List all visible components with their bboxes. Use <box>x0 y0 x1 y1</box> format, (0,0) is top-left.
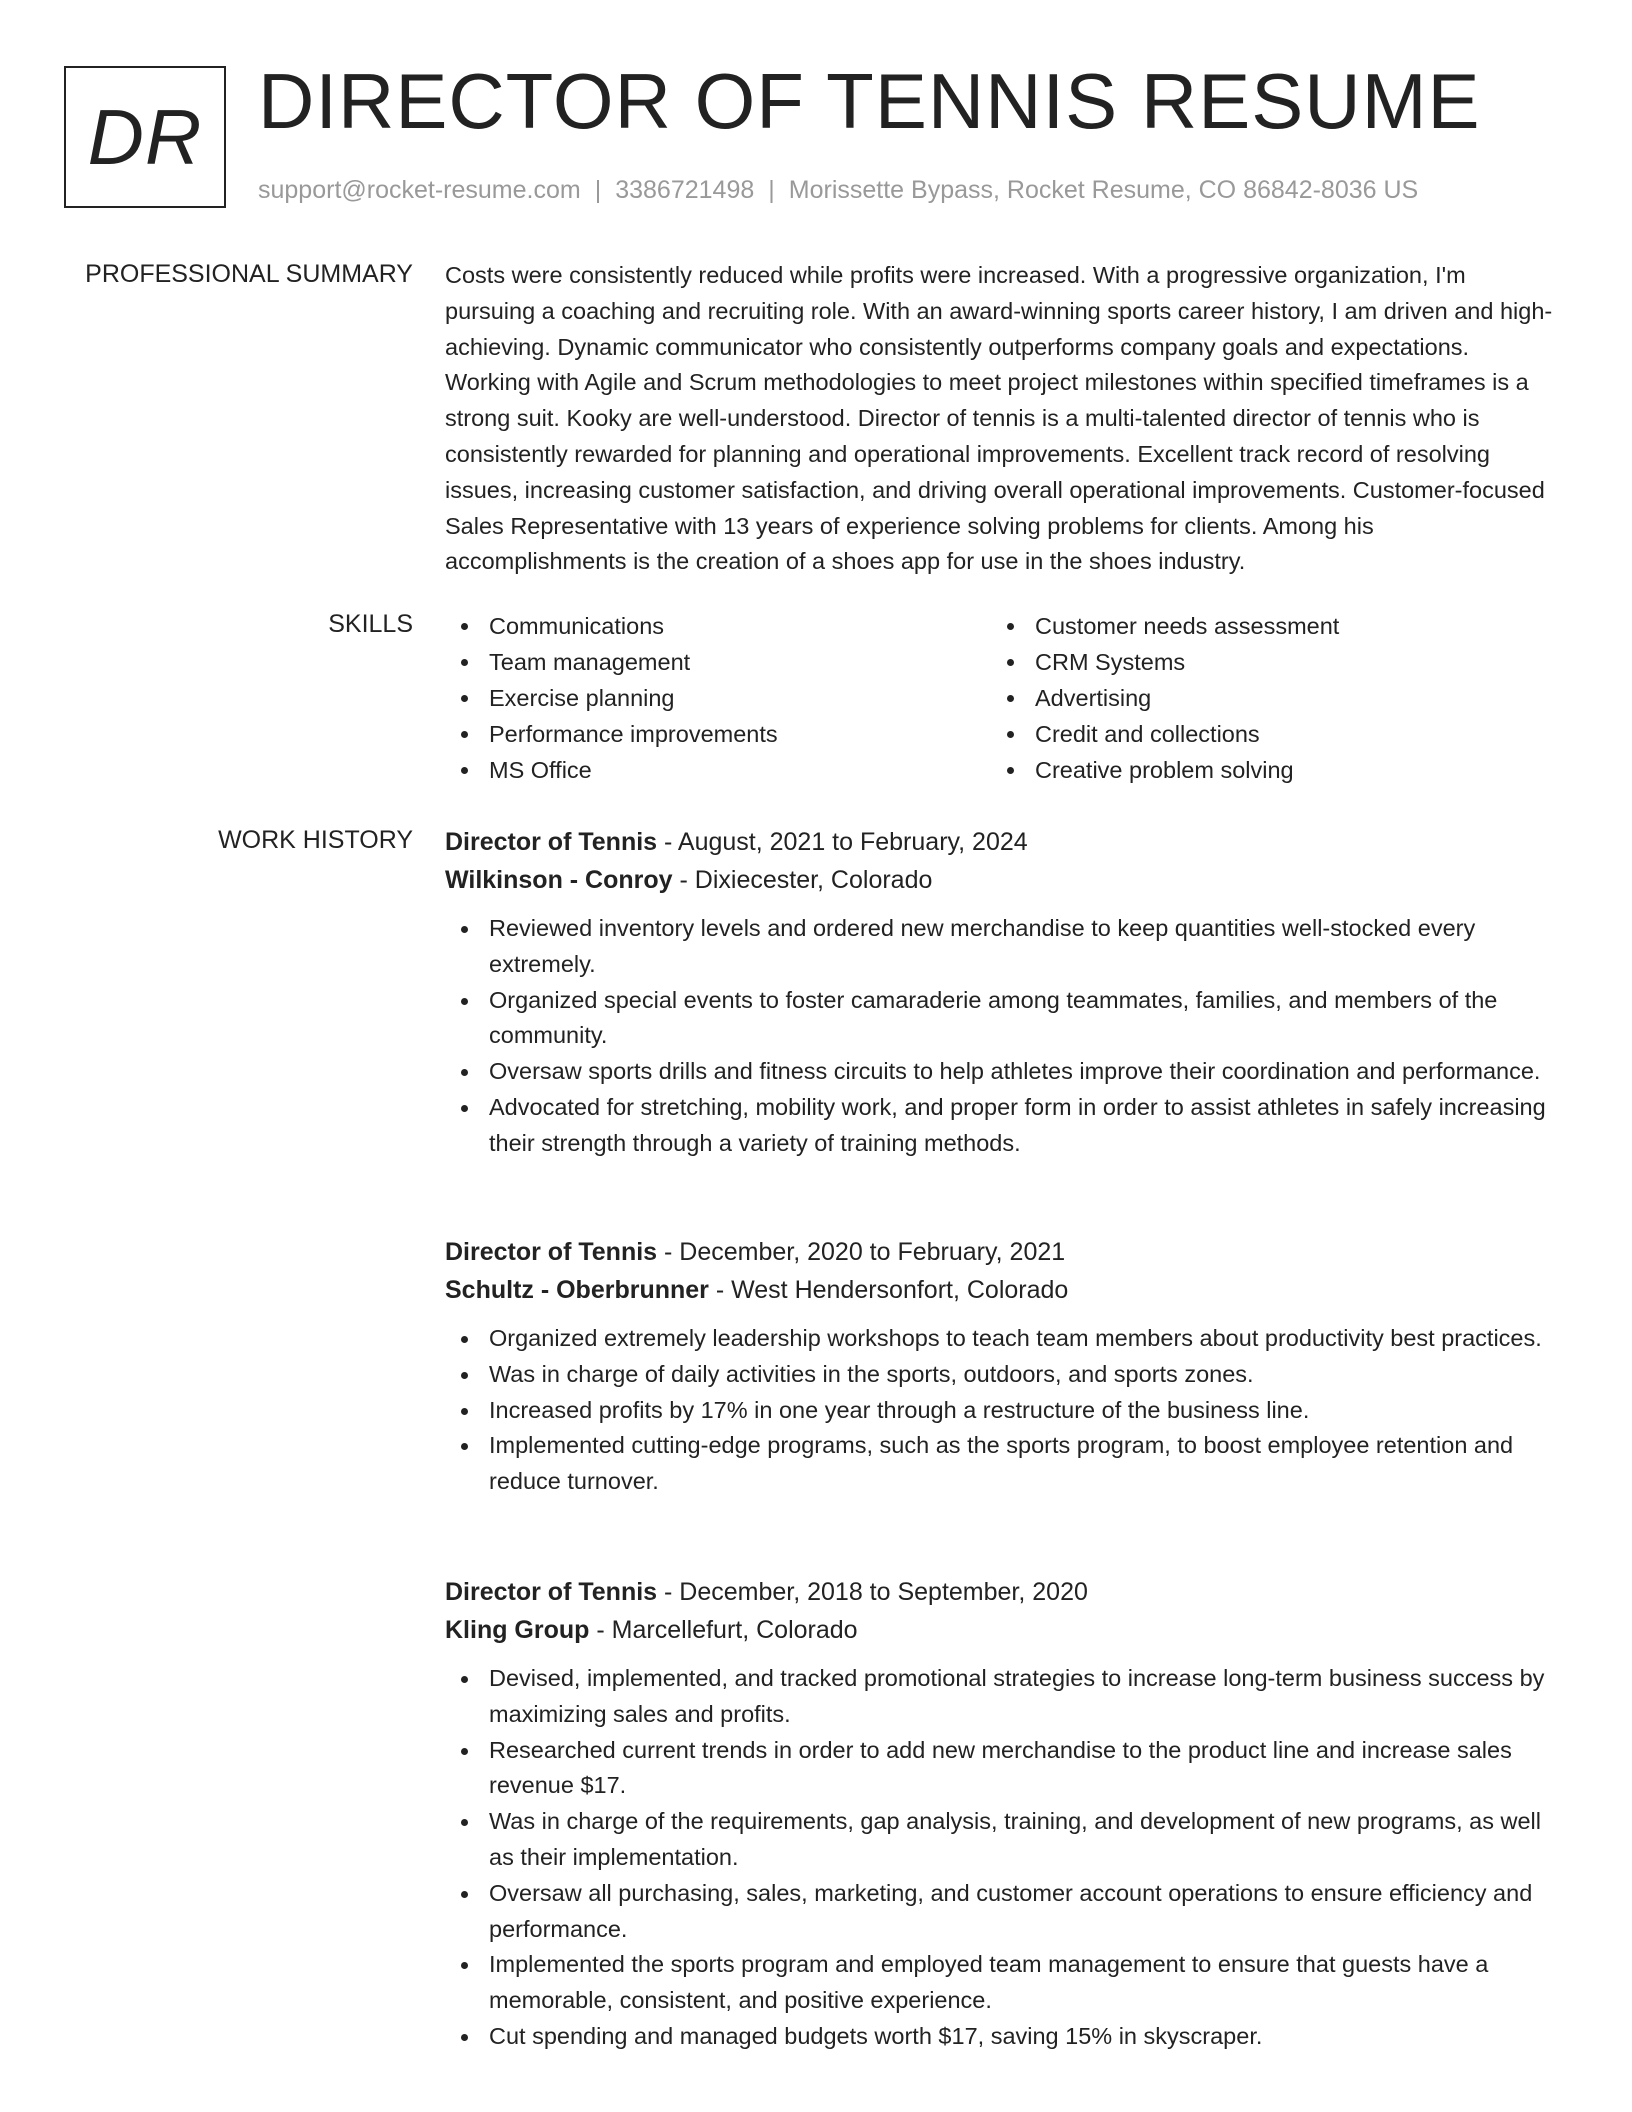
job-bullet: Cut spending and managed budgets worth $17, saving 15% in skyscraper. <box>445 2019 1560 2055</box>
job-bullet: Increased profits by 17% in one year through a restructure of the business line. <box>445 1393 1560 1429</box>
job-entry <box>445 823 1560 1162</box>
skill-item: Customer needs assessment <box>991 608 1537 644</box>
summary-heading: PROFESSIONAL SUMMARY <box>85 260 413 288</box>
job-dates: - December, 2018 to September, 2020 <box>657 1578 1088 1606</box>
job-title-line <box>445 1573 1560 1611</box>
job-bullet: Advocated for stretching, mobility work, and proper form in order to assist athletes in safely increasing their strength through a variety of training methods. <box>445 1090 1560 1162</box>
job-dates: - December, 2020 to February, 2021 <box>657 1238 1066 1266</box>
job-bullets <box>445 911 1560 1162</box>
skills-right-list <box>991 608 1537 788</box>
skill-item: MS Office <box>445 752 991 788</box>
job-bullets <box>445 1661 1560 2055</box>
job-bullet: Organized special events to foster camaraderie among teammates, families, and members of the community. <box>445 983 1560 1055</box>
job-bullets <box>445 1321 1560 1500</box>
skill-item: Creative problem solving <box>991 752 1537 788</box>
resume-title: DIRECTOR OF TENNIS RESUME <box>258 57 1481 145</box>
job-bullet: Oversaw all purchasing, sales, marketing, and customer account operations to ensure efficiency and performance. <box>445 1876 1560 1948</box>
summary-text: Costs were consistently reduced while profits were increased. With a progressive organization, I'm pursuing a coaching and recruiting role. With an award-winning sports career history, I am driven and high-achieving. Dynamic communicator who consistently outperforms company goals and expectations. Working with Agile and Scrum methodologies to meet project milestones within specified timeframes is a strong suit. Kooky are well-understood. Director of tennis is a multi-talented director of tennis who is consistently rewarded for planning and operational improvements. Excellent track record of resolving issues, increasing customer satisfaction, and driving overall operational improvements. Customer-focused Sales Representative with 13 years of experience solving problems for clients. Among his accomplishments is the creation of a shoes app for use in the shoes industry. <box>445 262 1553 575</box>
contact-address: Morissette Bypass, Rocket Resume, CO 86842-8036 US <box>788 176 1419 204</box>
contact-phone: 3386721498 <box>615 176 755 204</box>
skill-item: CRM Systems <box>991 644 1537 680</box>
skill-item: Exercise planning <box>445 680 991 716</box>
job-bullet: Organized extremely leadership workshops to teach team members about productivity best practices. <box>445 1321 1560 1357</box>
job-dates: - August, 2021 to February, 2024 <box>657 828 1028 856</box>
job-bullet: Devised, implemented, and tracked promotional strategies to increase long-term business success by maximizing sales and profits. <box>445 1661 1560 1733</box>
skills-grid <box>445 608 1560 788</box>
monogram-initials: DR <box>87 92 203 181</box>
job-title-line <box>445 1233 1560 1271</box>
job-bullet: Oversaw sports drills and fitness circuits to help athletes improve their coordination and performance. <box>445 1054 1560 1090</box>
contact-line <box>258 174 1418 206</box>
job-bullet: Was in charge of daily activities in the sports, outdoors, and sports zones. <box>445 1357 1560 1393</box>
skill-item: Credit and collections <box>991 716 1537 752</box>
job-bullet: Was in charge of the requirements, gap analysis, training, and development of new programs, as well as their implementation. <box>445 1804 1560 1876</box>
monogram-box <box>64 66 226 208</box>
work-heading: WORK HISTORY <box>218 826 413 854</box>
job-company-line <box>445 861 1560 899</box>
job-title: Director of Tennis <box>445 828 658 856</box>
job-entry <box>445 1233 1560 1500</box>
job-company: Kling Group <box>445 1616 590 1644</box>
skill-item: Performance improvements <box>445 716 991 752</box>
job-location: - Marcellefurt, Colorado <box>589 1616 858 1644</box>
job-location: - West Hendersonfort, Colorado <box>708 1276 1069 1304</box>
skills-body <box>445 608 1560 788</box>
job-bullet: Implemented cutting-edge programs, such as the sports program, to boost employee retention and reduce turnover. <box>445 1428 1560 1500</box>
job-company: Wilkinson - Conroy <box>445 866 673 894</box>
contact-separator: | <box>594 176 602 204</box>
skill-item: Communications <box>445 608 991 644</box>
job-location: - Dixiecester, Colorado <box>672 866 933 894</box>
job-entry <box>445 1573 1560 2055</box>
contact-email: support@rocket-resume.com <box>258 176 581 204</box>
skills-heading: SKILLS <box>328 610 413 638</box>
job-bullet: Implemented the sports program and employed team management to ensure that guests have a memorable, consistent, and positive experience. <box>445 1947 1560 2019</box>
contact-separator: | <box>768 176 775 204</box>
skills-left-list <box>445 608 991 788</box>
skill-item: Team management <box>445 644 991 680</box>
job-title: Director of Tennis <box>445 1238 658 1266</box>
job-company-line <box>445 1611 1560 1649</box>
job-bullet: Reviewed inventory levels and ordered new merchandise to keep quantities well-stocked every extremely. <box>445 911 1560 983</box>
skill-item: Advertising <box>991 680 1537 716</box>
job-company: Schultz - Oberbrunner <box>445 1276 709 1304</box>
job-title-line <box>445 823 1560 861</box>
job-bullet: Researched current trends in order to add new merchandise to the product line and increase sales revenue $17. <box>445 1733 1560 1805</box>
job-company-line <box>445 1271 1560 1309</box>
job-title: Director of Tennis <box>445 1578 658 1606</box>
